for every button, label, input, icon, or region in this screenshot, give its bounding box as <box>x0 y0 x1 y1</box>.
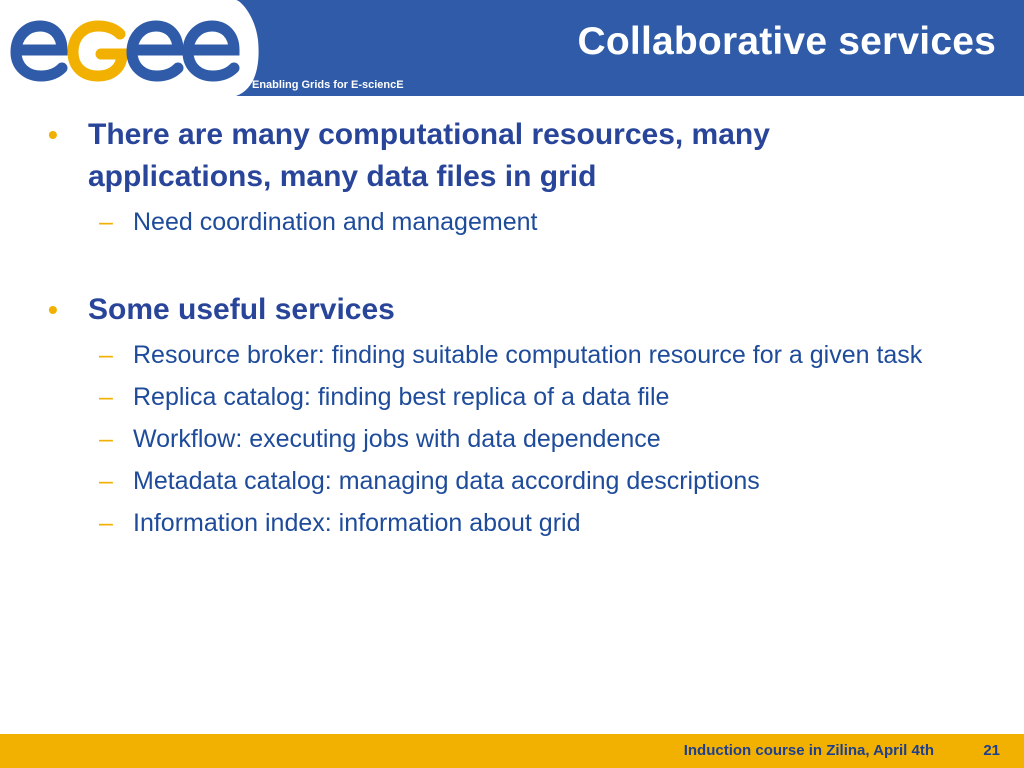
sub-bullet-item <box>0 463 1024 499</box>
bullet-icon: • <box>48 294 58 325</box>
sub-bullet-text: Metadata catalog: managing data according descriptions <box>133 467 760 495</box>
dash-icon: – <box>99 467 113 495</box>
bullet-item <box>0 114 1024 198</box>
sub-bullet-item <box>0 204 1024 240</box>
sub-bullet-item <box>0 421 1024 457</box>
bullet-item <box>0 289 1024 331</box>
slide-header <box>0 0 1024 96</box>
page-number: 21 <box>983 742 1000 759</box>
sub-bullet-text: Replica catalog: finding best replica of a data file <box>133 383 670 411</box>
sub-bullet-item <box>0 337 1024 373</box>
sub-bullet-item <box>0 379 1024 415</box>
sub-bullet-item <box>0 505 1024 541</box>
slide-title: Collaborative services <box>577 20 996 63</box>
bullet-icon: • <box>48 119 58 150</box>
slide-footer <box>0 734 1024 768</box>
bullet-text: There are many computational resources, many applications, many data files in grid <box>88 118 770 193</box>
dash-icon: – <box>99 341 113 369</box>
dash-icon: – <box>99 383 113 411</box>
slide-content <box>0 114 1024 541</box>
sub-bullet-text: Workflow: executing jobs with data dependence <box>133 425 661 453</box>
sub-bullet-text: Need coordination and management <box>133 208 538 236</box>
footer-text: Induction course in Zilina, April 4th <box>683 742 934 759</box>
sub-bullet-text: Information index: information about grid <box>133 509 581 537</box>
egee-logo-icon <box>10 12 242 84</box>
egee-logo <box>0 0 260 96</box>
dash-icon: – <box>99 425 113 453</box>
bullet-text: Some useful services <box>88 293 395 326</box>
sub-bullet-text: Resource broker: finding suitable computation resource for a given task <box>133 341 923 369</box>
dash-icon: – <box>99 208 113 236</box>
tagline: Enabling Grids for E-sciencE <box>252 79 404 91</box>
dash-icon: – <box>99 509 113 537</box>
